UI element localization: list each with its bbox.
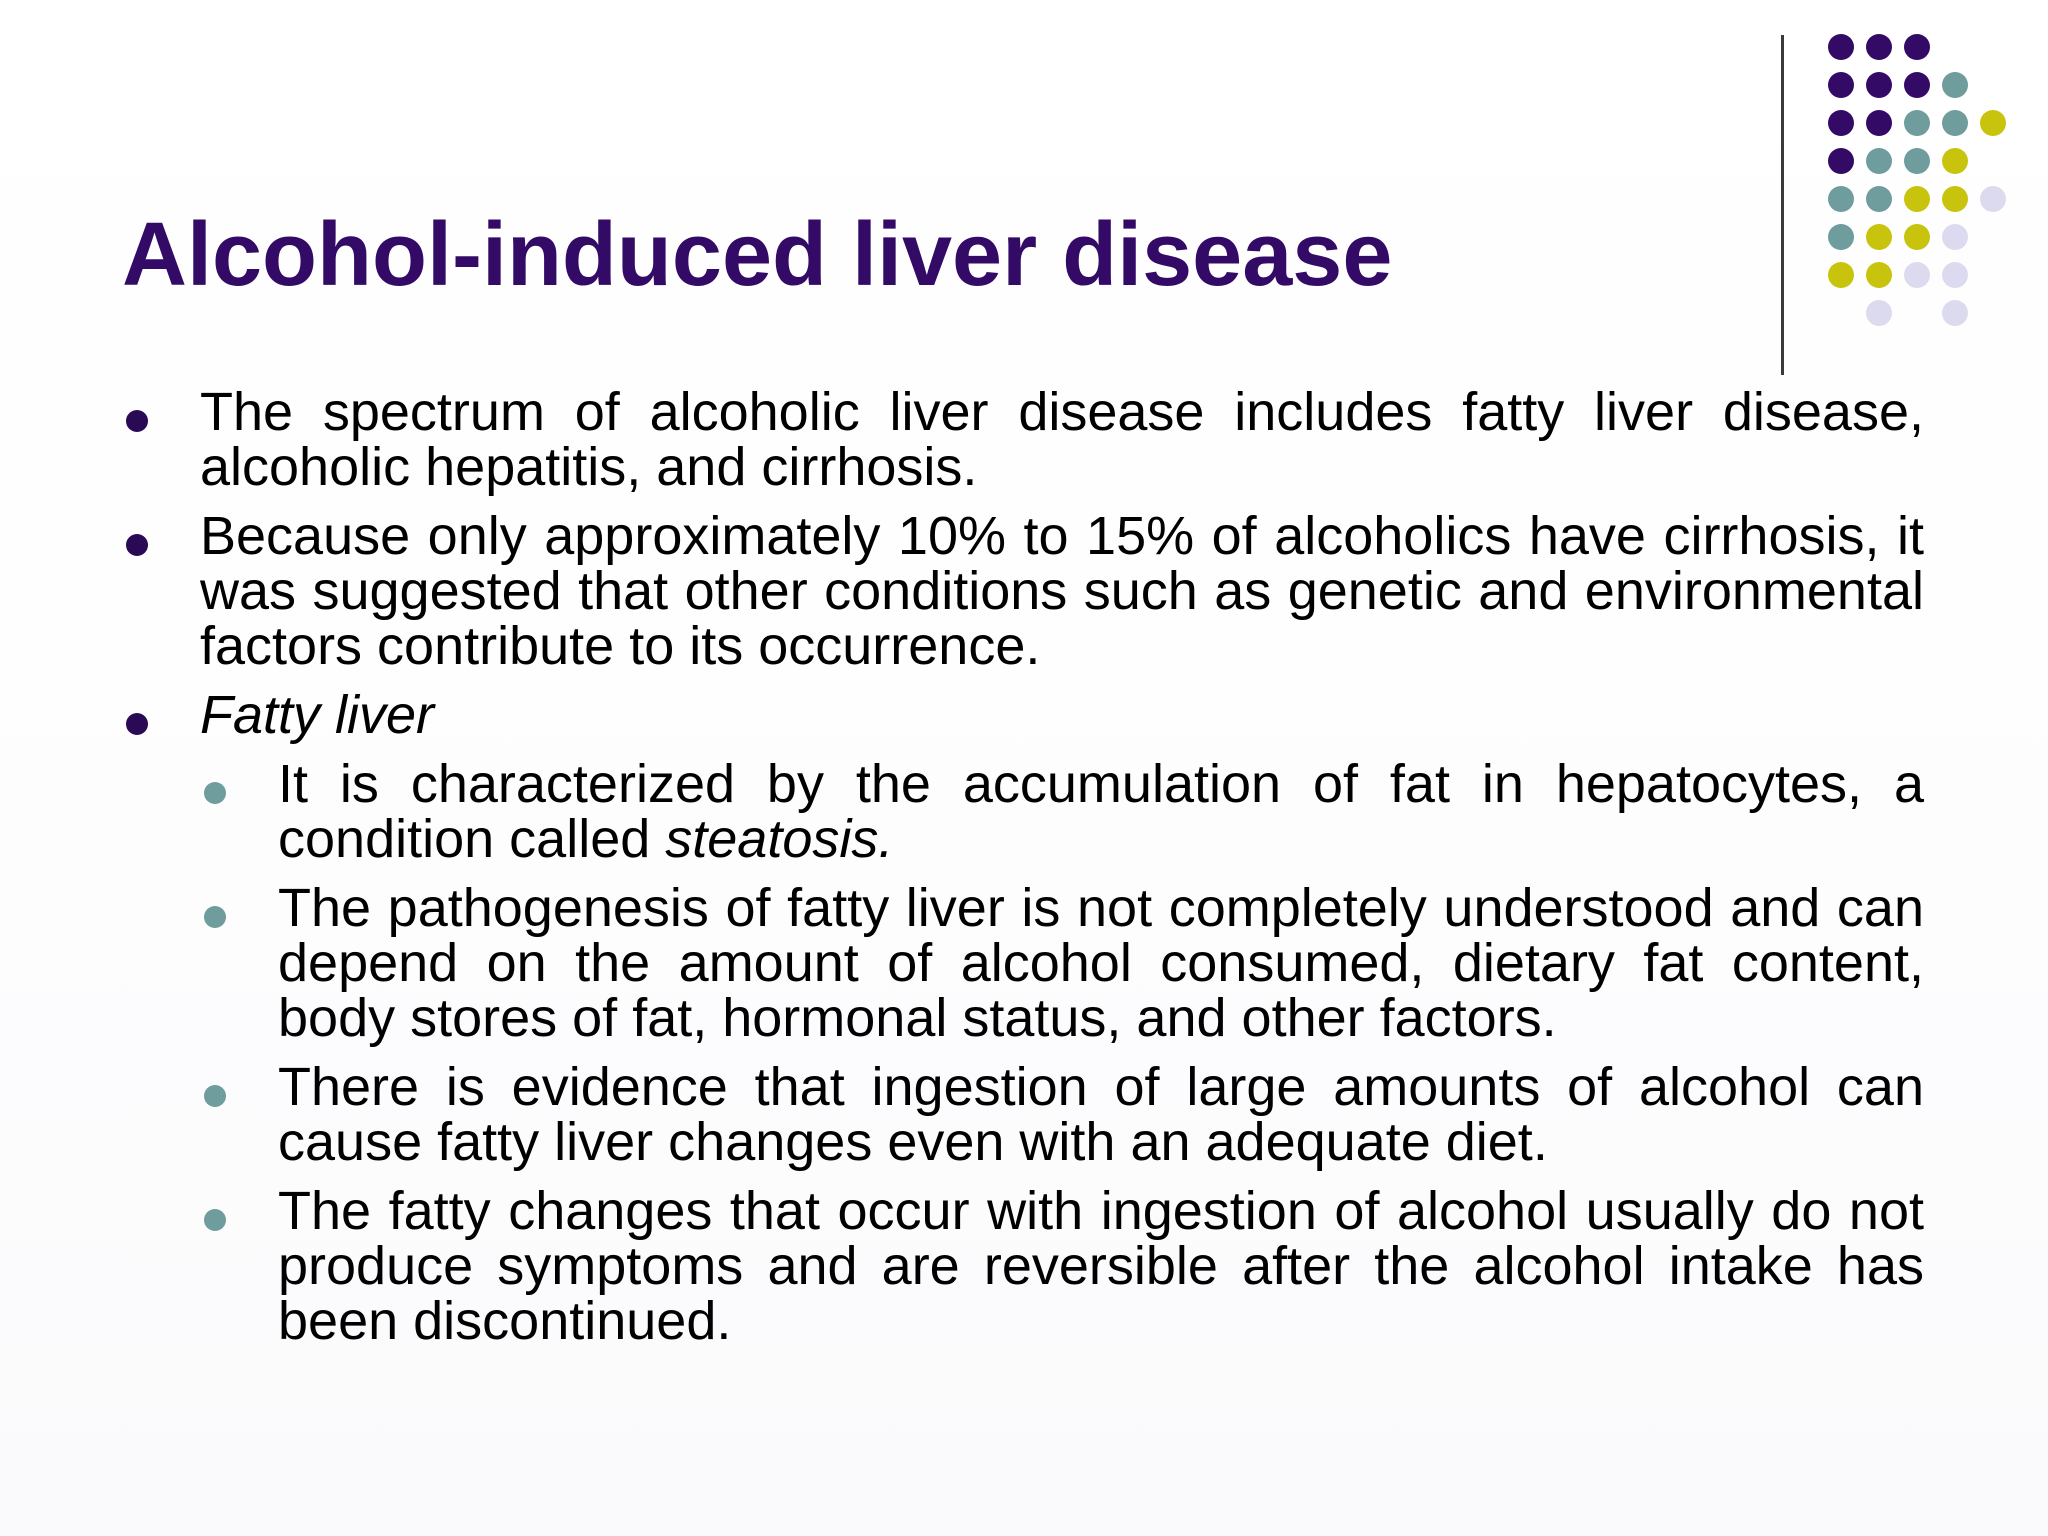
slide-body	[200, 382, 1924, 1351]
decorative-dot	[1942, 262, 1968, 288]
subbullet-dot-icon	[204, 782, 226, 804]
decorative-dot	[1942, 72, 1968, 98]
bullet-dot-icon	[126, 534, 148, 556]
decorative-dot	[1866, 300, 1892, 326]
decorative-dot	[1904, 34, 1930, 60]
decorative-dot	[1942, 110, 1968, 136]
decorative-dot	[1828, 148, 1854, 174]
decorative-dot	[1980, 110, 2006, 136]
bullet-dot-icon	[126, 410, 148, 432]
bullet-item	[200, 685, 1924, 745]
decorative-dot	[1904, 224, 1930, 250]
decorative-dot	[1942, 186, 1968, 212]
decorative-dot	[1904, 72, 1930, 98]
subbullet-text: The pathogenesis of fatty liver is not completely understood and can depend on the amount of alcohol consumed, dietary fat content, body stores of fat, hormonal status, and other factors.	[278, 878, 1924, 1048]
decorative-dot	[1942, 300, 1968, 326]
decorative-dot	[1828, 72, 1854, 98]
vertical-divider-line	[1781, 35, 1784, 375]
bullet-item	[200, 506, 1924, 676]
decorative-dot	[1866, 110, 1892, 136]
decorative-dot	[1942, 148, 1968, 174]
slide-title: Alcohol-induced liver disease	[122, 205, 1393, 305]
subbullet-text: The fatty changes that occur with ingestion of alcohol usually do not produce symptoms and are reversible after the alcohol intake has been discontinued.	[278, 1181, 1924, 1351]
decorative-dot	[1866, 262, 1892, 288]
decorative-dot	[1866, 72, 1892, 98]
decorative-dot	[1866, 224, 1892, 250]
decorative-dot	[1904, 262, 1930, 288]
subbullet-item	[278, 1181, 1924, 1351]
decorative-dot	[1866, 148, 1892, 174]
decorative-dot	[1828, 262, 1854, 288]
subbullet-item	[278, 1057, 1924, 1172]
decorative-dot	[1904, 186, 1930, 212]
decorative-dot	[1980, 186, 2006, 212]
subbullet-text: There is evidence that ingestion of large amounts of alcohol can cause fatty liver changes even with an adequate diet.	[278, 1057, 1924, 1172]
decorative-dot	[1828, 110, 1854, 136]
subbullet-dot-icon	[204, 1209, 226, 1231]
subbullet-item	[278, 878, 1924, 1048]
subbullet-dot-icon	[204, 1085, 226, 1107]
decorative-dot	[1866, 34, 1892, 60]
bullet-text: The spectrum of alcoholic liver disease includes fatty liver disease, alcoholic hepatitis, and cirrhosis.	[200, 382, 1924, 497]
subbullet-dot-icon	[204, 906, 226, 928]
bullet-item	[200, 382, 1924, 497]
decorative-dot	[1942, 224, 1968, 250]
decorative-dot	[1828, 224, 1854, 250]
decorative-dot	[1828, 34, 1854, 60]
decorative-dot	[1866, 186, 1892, 212]
subbullet-text: It is characterized by the accumulation of fat in hepatocytes, a condition called	[278, 754, 1924, 869]
subbullet-item	[278, 754, 1924, 869]
decorative-dot	[1904, 148, 1930, 174]
bullet-dot-icon	[126, 713, 148, 735]
bullet-text: Fatty liver	[200, 685, 435, 745]
decorative-dot	[1904, 110, 1930, 136]
decorative-dot	[1828, 186, 1854, 212]
subbullet-emphasis: steatosis.	[665, 809, 894, 869]
bullet-text: Because only approximately 10% to 15% of alcoholics have cirrhosis, it was suggested that other conditions such as genetic and environmental factors contribute to its occurrence.	[200, 506, 1924, 676]
